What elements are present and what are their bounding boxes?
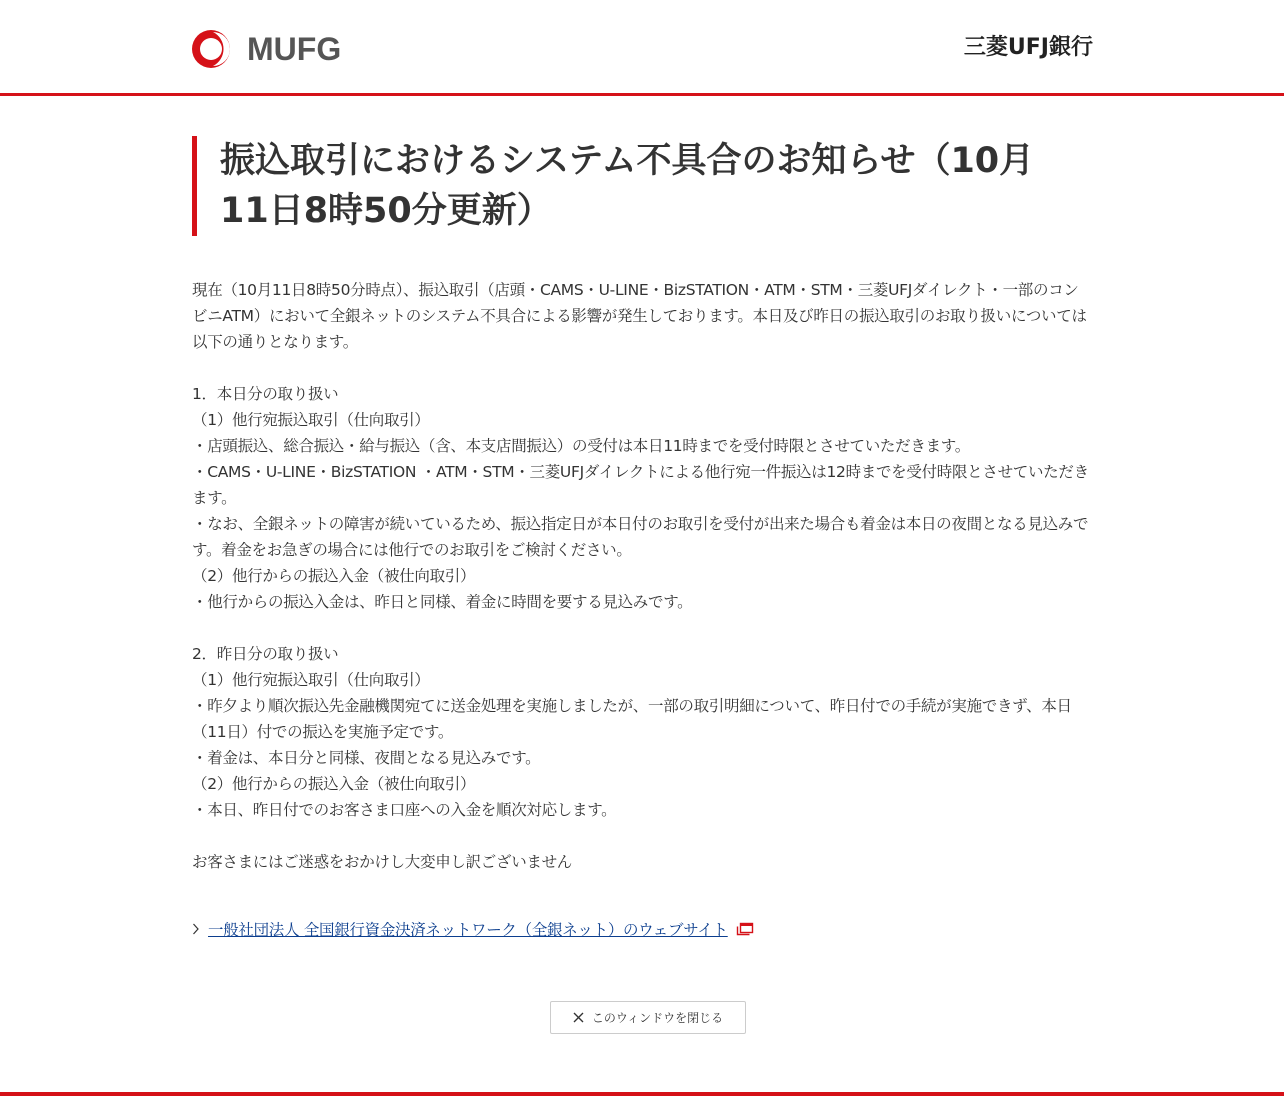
zengin-net-link-row [192,916,754,942]
section2-sub2-heading: （2）他行からの振込入金（被仕向取引） [192,775,476,793]
intro-paragraph: 現在（10月11日8時50分時点）、振込取引（店頭・CAMS・U-LINE・BizSTATION・ATM・STM・三菱UFJダイレクト・一部のコンビニATM）において全銀ネットのシステム不具合による影響が発生しております。本日及び昨日の振込取引のお取り扱いについては以下の通りとなります。 [192,281,1087,351]
section2-sub1-heading: （1）他行宛振込取引（仕向取引） [192,671,430,689]
title-block [192,136,1097,236]
footer-divider [0,1092,1284,1096]
list-item: ・着金は、本日分と同様、夜間となる見込みです。 [192,749,541,767]
section1-heading: 1．本日分の取り扱い [192,385,339,403]
new-window-icon [736,922,754,936]
mufg-logo-mark-icon [191,29,241,69]
site-header [0,0,1284,96]
notice-body [192,277,1092,875]
list-item: ・なお、全銀ネットの障害が続いているため、振込指定日が本日付のお取引を受付が出来た場合も着金は本日の夜間となる見込みです。着金をお急ぎの場合には他行でのお取引をご検討ください。 [192,515,1089,559]
mufg-logo [191,29,341,69]
chevron-right-icon [192,916,208,942]
closing-paragraph: お客さまにはご迷惑をおかけし大変申し訳ございません [192,853,573,871]
section2-heading: 2．昨日分の取り扱い [192,645,339,663]
list-item: ・CAMS・U-LINE・BizSTATION ・ATM・STM・三菱UFJダイレクトによる他行宛一件振込は12時までを受付時限とさせていただきます。 [192,463,1089,507]
list-item: ・他行からの振込入金は、昨日と同様、着金に時間を要する見込みです。 [192,593,693,611]
list-item: ・本日、昨日付でのお客さま口座への入金を順次対応します。 [192,801,617,819]
section1-sub1-heading: （1）他行宛振込取引（仕向取引） [192,411,430,429]
close-window-button[interactable] [550,1001,746,1034]
close-icon [573,1012,584,1023]
section1-sub2-heading: （2）他行からの振込入金（被仕向取引） [192,567,476,585]
logo-text: MUFG [247,31,342,67]
page-title: 振込取引におけるシステム不具合のお知らせ（10月11日8時50分更新） [220,141,1035,231]
zengin-net-website-link[interactable]: 一般社団法人 全国銀行資金決済ネットワーク（全銀ネット）のウェブサイト [208,921,728,939]
list-item: ・店頭振込、総合振込・給与振込（含、本支店間振込）の受付は本日11時までを受付時限とさせていただきます。 [192,437,970,455]
list-item: ・昨夕より順次振込先金融機関宛てに送金処理を実施しましたが、一部の取引明細について、昨日付での手続が実施できず、本日（11日）付での振込を実施予定です。 [192,697,1072,741]
bank-name: 三菱UFJ銀行 [963,35,1093,60]
close-window-label: このウィンドウを閉じる [591,1011,724,1025]
